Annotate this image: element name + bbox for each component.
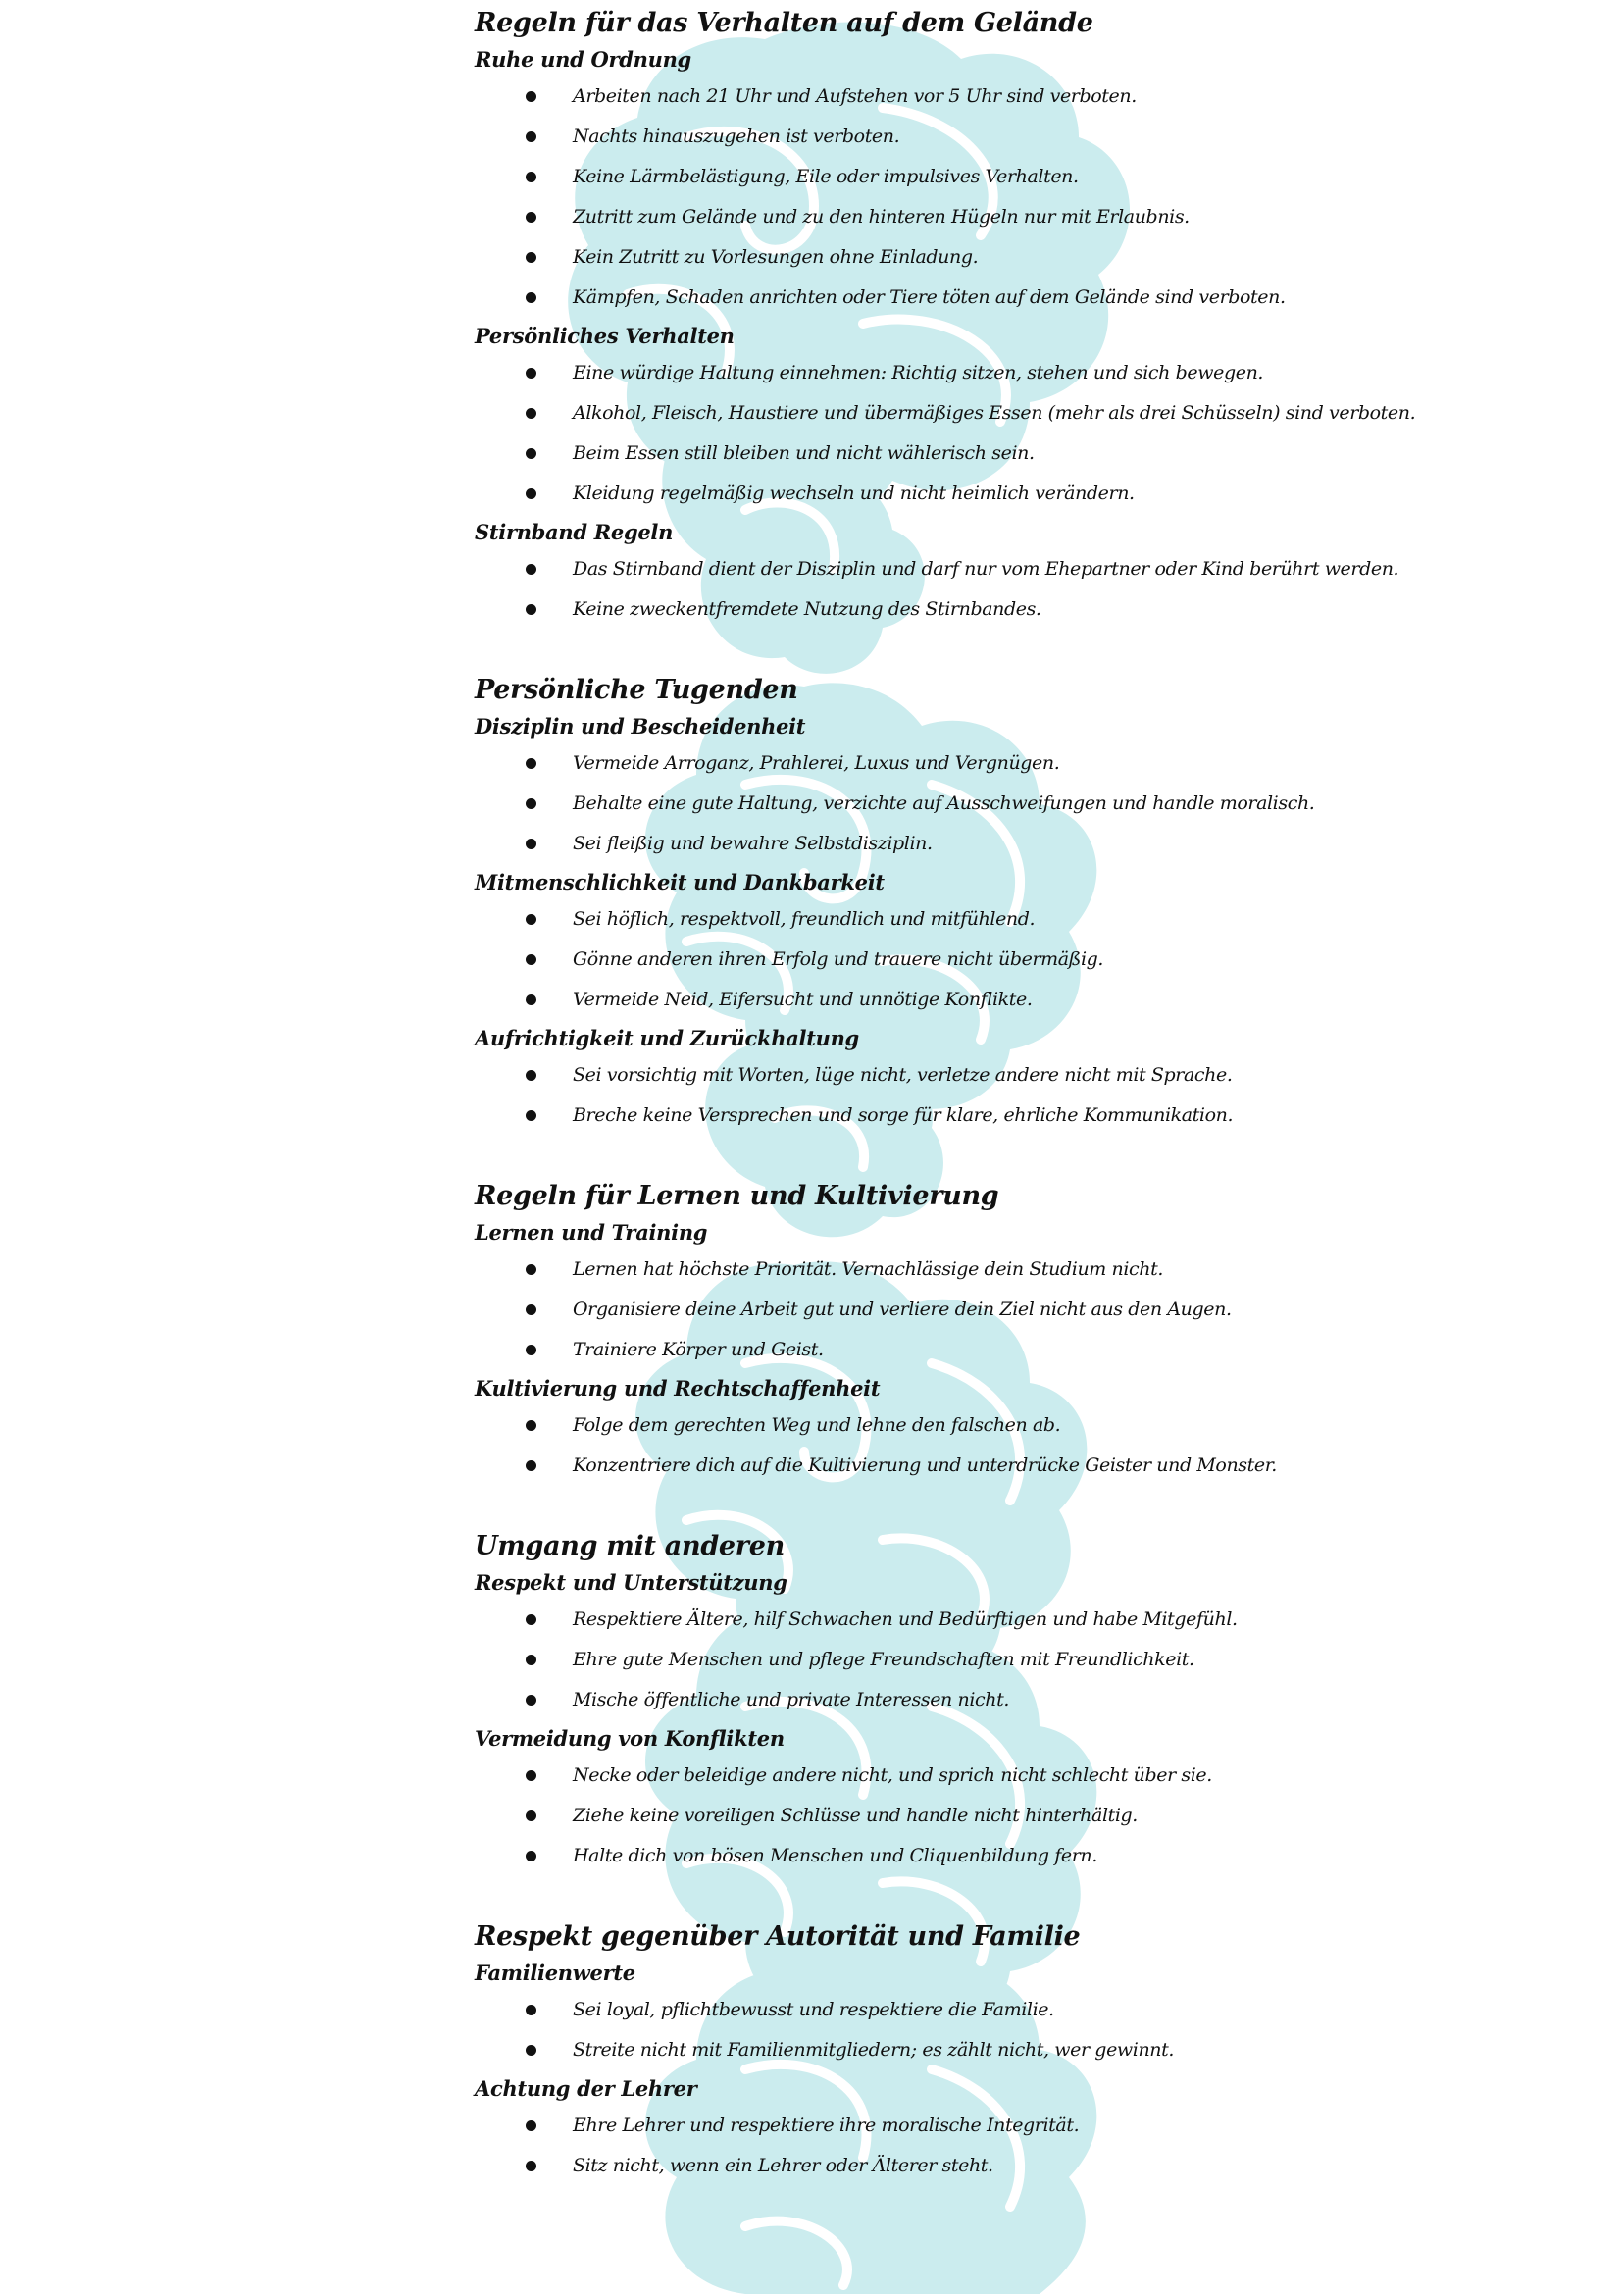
- list-item: [475, 549, 1573, 589]
- bullet-icon: [526, 408, 536, 419]
- list-item: [475, 1640, 1573, 1680]
- list-item: [475, 1249, 1573, 1290]
- list-item: [475, 1600, 1573, 1640]
- list-item: [475, 433, 1573, 474]
- list-item: [475, 237, 1573, 278]
- bullet-icon: [526, 212, 536, 223]
- list-item: [475, 2106, 1573, 2146]
- list-item-text: Keine zweckentfremdete Nutzung des Stirnbandes.: [573, 598, 1041, 620]
- bullet-list: [475, 899, 1573, 1020]
- section: [475, 667, 1573, 1136]
- list-item: [475, 1756, 1573, 1796]
- list-item-text: Ziehe keine voreiligen Schlüsse und handle nicht hinterhältig.: [573, 1805, 1138, 1826]
- list-item-text: Kämpfen, Schaden anrichten oder Tiere töten auf dem Gelände sind verboten.: [573, 286, 1286, 308]
- bullet-icon: [526, 798, 536, 809]
- subsection-title: Achtung der Lehrer: [475, 2076, 697, 2101]
- list-item: [475, 278, 1573, 318]
- list-item: [475, 1096, 1573, 1136]
- bullet-icon: [526, 2045, 536, 2056]
- list-item: [475, 157, 1573, 197]
- bullet-icon: [526, 604, 536, 615]
- list-item: [475, 1796, 1573, 1836]
- bullet-icon: [526, 1655, 536, 1665]
- bullet-icon: [526, 1264, 536, 1275]
- bullet-icon: [526, 252, 536, 263]
- bullet-list: [475, 1249, 1573, 1370]
- list-item-text: Sitz nicht, wenn ein Lehrer oder Älterer steht.: [573, 2155, 993, 2176]
- list-item: [475, 1680, 1573, 1720]
- list-item: [475, 1836, 1573, 1876]
- bullet-icon: [526, 448, 536, 459]
- bullet-list: [475, 549, 1573, 630]
- list-item: [475, 1055, 1573, 1096]
- list-item: [475, 940, 1573, 980]
- bullet-list: [475, 1600, 1573, 1720]
- section: [475, 1523, 1573, 1876]
- list-item-text: Kleidung regelmäßig wechseln und nicht heimlich verändern.: [573, 483, 1135, 504]
- subsection-title: Persönliches Verhalten: [475, 324, 735, 348]
- list-item-text: Folge dem gerechten Weg und lehne den falschen ab.: [573, 1414, 1061, 1436]
- bullet-list: [475, 1756, 1573, 1876]
- list-item: [475, 1290, 1573, 1330]
- list-item-text: Zutritt zum Gelände und zu den hinteren Hügeln nur mit Erlaubnis.: [573, 206, 1190, 228]
- bullet-icon: [526, 758, 536, 769]
- subsection-title: Familienwerte: [475, 1961, 635, 1985]
- list-item-text: Trainiere Körper und Geist.: [573, 1339, 824, 1360]
- bullet-list: [475, 1405, 1573, 1486]
- bullet-icon: [526, 1110, 536, 1121]
- list-item-text: Ehre Lehrer und respektiere ihre moralische Integrität.: [573, 2115, 1080, 2136]
- section: [475, 0, 1573, 630]
- list-item: [475, 353, 1573, 393]
- bullet-list: [475, 353, 1573, 514]
- bullet-icon: [526, 1614, 536, 1625]
- bullet-icon: [526, 564, 536, 575]
- section-title: Regeln für das Verhalten auf dem Gelände: [475, 8, 1093, 38]
- list-item-text: Das Stirnband dient der Disziplin und darf nur vom Ehepartner oder Kind berührt werden.: [573, 558, 1399, 580]
- list-item-text: Breche keine Versprechen und sorge für klare, ehrliche Kommunikation.: [573, 1104, 1234, 1126]
- bullet-list: [475, 1055, 1573, 1136]
- bullet-icon: [526, 2161, 536, 2171]
- list-item-text: Necke oder beleidige andere nicht, und sprich nicht schlecht über sie.: [573, 1764, 1212, 1786]
- list-item-text: Vermeide Arroganz, Prahlerei, Luxus und Vergnügen.: [573, 752, 1060, 774]
- list-item: [475, 589, 1573, 630]
- list-item-text: Ehre gute Menschen und pflege Freundschaften mit Freundlichkeit.: [573, 1649, 1194, 1670]
- subsection-title: Kultivierung und Rechtschaffenheit: [475, 1376, 881, 1401]
- bullet-list: [475, 76, 1573, 318]
- list-item: [475, 1446, 1573, 1486]
- list-item-text: Beim Essen still bleiben und nicht wählerisch sein.: [573, 442, 1035, 464]
- bullet-icon: [526, 1304, 536, 1315]
- list-item-text: Kein Zutritt zu Vorlesungen ohne Einladung.: [573, 246, 979, 268]
- list-item-text: Eine würdige Haltung einnehmen: Richtig sitzen, stehen und sich bewegen.: [573, 362, 1264, 383]
- section-title: Persönliche Tugenden: [475, 675, 798, 705]
- subsection-title: Ruhe und Ordnung: [475, 47, 691, 72]
- bullet-icon: [526, 1070, 536, 1081]
- list-item-text: Keine Lärmbelästigung, Eile oder impulsives Verhalten.: [573, 166, 1079, 187]
- list-item: [475, 117, 1573, 157]
- bullet-icon: [526, 131, 536, 142]
- list-item-text: Gönne anderen ihren Erfolg und trauere nicht übermäßig.: [573, 948, 1104, 970]
- list-item-text: Sei loyal, pflichtbewusst und respektiere die Familie.: [573, 1999, 1054, 2020]
- bullet-icon: [526, 1695, 536, 1706]
- list-item-text: Vermeide Neid, Eifersucht und unnötige Konflikte.: [573, 989, 1033, 1010]
- list-item-text: Nachts hinauszugehen ist verboten.: [573, 126, 900, 147]
- list-item-text: Konzentriere dich auf die Kultivierung und unterdrücke Geister und Monster.: [573, 1454, 1277, 1476]
- document-body: [475, 0, 1573, 2223]
- section: [475, 1913, 1573, 2186]
- bullet-icon: [526, 1770, 536, 1781]
- list-item: [475, 824, 1573, 864]
- bullet-icon: [526, 172, 536, 182]
- list-item-text: Sei fleißig und bewahre Selbstdisziplin.: [573, 833, 933, 854]
- list-item: [475, 1990, 1573, 2030]
- list-item: [475, 2030, 1573, 2070]
- list-item-text: Alkohol, Fleisch, Haustiere und übermäßiges Essen (mehr als drei Schüsseln) sind verboten.: [573, 402, 1416, 424]
- bullet-list: [475, 1990, 1573, 2070]
- section-title: Respekt gegenüber Autorität und Familie: [475, 1921, 1081, 1952]
- bullet-icon: [526, 292, 536, 303]
- list-item-text: Mische öffentliche und private Interessen nicht.: [573, 1689, 1009, 1710]
- list-item: [475, 980, 1573, 1020]
- list-item: [475, 197, 1573, 237]
- bullet-icon: [526, 1460, 536, 1471]
- list-item: [475, 393, 1573, 433]
- list-item: [475, 2146, 1573, 2186]
- list-item: [475, 899, 1573, 940]
- bullet-icon: [526, 954, 536, 965]
- list-item-text: Behalte eine gute Haltung, verzichte auf Ausschweifungen und handle moralisch.: [573, 792, 1315, 814]
- bullet-icon: [526, 994, 536, 1005]
- list-item-text: Lernen hat höchste Priorität. Vernachlässige dein Studium nicht.: [573, 1258, 1164, 1280]
- bullet-icon: [526, 91, 536, 102]
- section-title: Regeln für Lernen und Kultivierung: [475, 1181, 999, 1211]
- bullet-icon: [526, 1420, 536, 1431]
- section-title: Umgang mit anderen: [475, 1531, 785, 1561]
- bullet-icon: [526, 2005, 536, 2015]
- subsection-title: Stirnband Regeln: [475, 520, 674, 544]
- bullet-icon: [526, 914, 536, 925]
- subsection-title: Vermeidung von Konflikten: [475, 1726, 785, 1751]
- list-item: [475, 1330, 1573, 1370]
- list-item: [475, 743, 1573, 784]
- bullet-list: [475, 743, 1573, 864]
- list-item: [475, 474, 1573, 514]
- bullet-icon: [526, 1345, 536, 1355]
- list-item: [475, 1405, 1573, 1446]
- bullet-icon: [526, 839, 536, 849]
- subsection-title: Respekt und Unterstützung: [475, 1570, 787, 1595]
- list-item-text: Halte dich von bösen Menschen und Cliquenbildung fern.: [573, 1845, 1097, 1866]
- list-item-text: Respektiere Ältere, hilf Schwachen und Bedürftigen und habe Mitgefühl.: [573, 1608, 1238, 1630]
- list-item-text: Sei höflich, respektvoll, freundlich und mitfühlend.: [573, 908, 1036, 930]
- bullet-icon: [526, 368, 536, 379]
- bullet-icon: [526, 1810, 536, 1821]
- bullet-list: [475, 2106, 1573, 2186]
- bullet-icon: [526, 1851, 536, 1861]
- subsection-title: Disziplin und Bescheidenheit: [475, 714, 806, 739]
- subsection-title: Aufrichtigkeit und Zurückhaltung: [475, 1026, 859, 1050]
- list-item-text: Streite nicht mit Familienmitgliedern; es zählt nicht, wer gewinnt.: [573, 2039, 1175, 2061]
- list-item-text: Arbeiten nach 21 Uhr und Aufstehen vor 5 Uhr sind verboten.: [573, 85, 1137, 107]
- list-item: [475, 76, 1573, 117]
- subsection-title: Lernen und Training: [475, 1220, 708, 1245]
- list-item-text: Sei vorsichtig mit Worten, lüge nicht, verletze andere nicht mit Sprache.: [573, 1064, 1233, 1086]
- list-item: [475, 784, 1573, 824]
- list-item-text: Organisiere deine Arbeit gut und verliere dein Ziel nicht aus den Augen.: [573, 1299, 1232, 1320]
- bullet-icon: [526, 488, 536, 499]
- bullet-icon: [526, 2120, 536, 2131]
- section: [475, 1173, 1573, 1486]
- subsection-title: Mitmenschlichkeit und Dankbarkeit: [475, 870, 885, 894]
